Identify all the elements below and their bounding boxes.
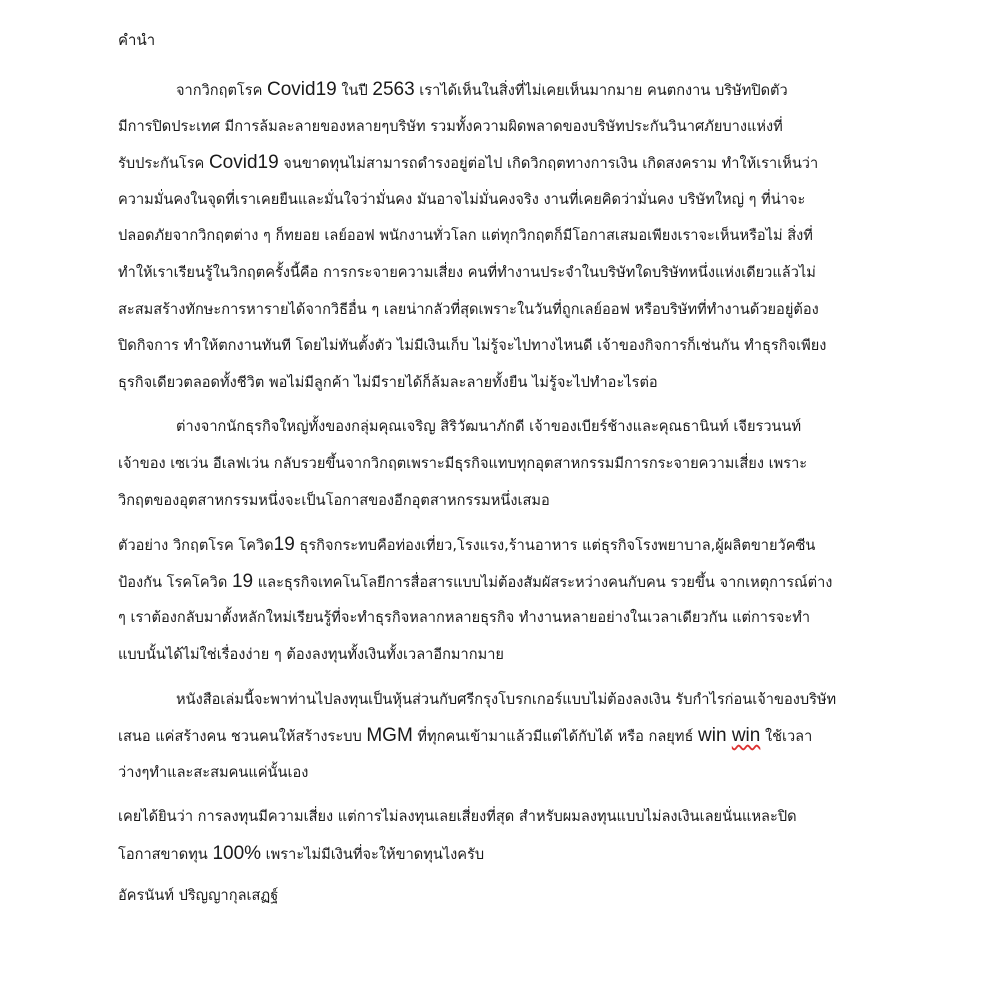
text-run: ตัวอย่าง วิกฤตโรค โควิด [118, 537, 274, 555]
paragraph-spacer [118, 791, 888, 799]
latin-text-run: win [698, 725, 732, 747]
latin-text-run: 100% [212, 842, 262, 864]
text-line [118, 682, 888, 719]
text-run: ต่างจากนักธุรกิจใหญ่ทั้งของกลุ่มคุณเจริญ สิริวัฒนาภักดี เจ้าของเบียร์ช้างและคุณธานินท์ เจียรวนนท์ [176, 418, 802, 436]
text-line [118, 799, 888, 836]
text-run: ปลอดภัยจากวิกฤตต่าง ๆ ก็ทยอย เลย์ออฟ พนักงานทั่วโลก แต่ทุกวิกฤตก็มีโอกาสเสมอเพียงเราจะเห็นหรือไม่ สิ่งที่ [118, 227, 813, 245]
text-run: เจ้าของ เซเว่น อีเลฟเว่น กลับรวยขึ้นจากวิกฤตเพราะมีธุรกิจแทบทุกอุตสาหกรรมมีการกระจายความเสี่ยง เพราะ [118, 454, 808, 472]
paragraph-spacer [118, 519, 888, 527]
text-run: มีการปิดประเทศ มีการล้มละลายของหลายๆบริษัท รวมทั้งความผิดพลาดของบริษัทประกันวินาศภัยบางแห่งที่ [118, 117, 783, 135]
latin-text-run: Covid19 [267, 79, 337, 100]
latin-text-run: win [731, 725, 761, 747]
text-run: ความมั่นคงในจุดที่เราเคยยืนและมั่นใจว่ามั่นคง มันอาจไม่มั่นคงจริง งานที่เคยคิดว่ามั่นคง บริษัทใหญ่ ๆ ที่น่าจะ [118, 190, 806, 208]
text-line [118, 755, 888, 792]
latin-text-run: MGM [366, 725, 413, 747]
text-run: ใช้เวลา [760, 728, 813, 746]
text-run: โอกาสขาดทุน [118, 845, 213, 863]
paragraph-spacer [118, 401, 888, 409]
text-run: เพราะไม่มีเงินที่จะให้ขาดทุนไงครับ [261, 845, 485, 863]
text-line [118, 255, 888, 292]
text-line [118, 409, 888, 446]
text-run: ธุรกิจเดียวตลอดทั้งชีวิต พอไม่มีลูกค้า ไม่มีรายได้ก็ล้มละลายทั้งยืน ไม่รู้จะไปทำอะไรต่อ [118, 373, 658, 391]
text-run: ธุรกิจกระทบคือท่องเที่ยว,โรงแรง,ร้านอาหาร แต่ธุรกิจโรงพยาบาล,ผู้ผลิตขายวัคซีน [294, 537, 816, 555]
paragraph [118, 72, 888, 401]
text-run: ในปี [336, 82, 373, 99]
text-run: และธุรกิจเทคโนโลยีการสื่อสารแบบไม่ต้องสัมผัสระหว่างคนกับคน รวยขึ้น จากเหตุการณ์ต่าง [253, 573, 833, 591]
text-line [118, 637, 888, 674]
document-body [118, 72, 888, 872]
text-line [118, 483, 888, 520]
latin-text-run: 19 [273, 534, 295, 556]
text-run: ว่างๆทำและสะสมคนแค่นั้นเอง [118, 763, 309, 781]
text-run: ป้องกัน โรคโควิด [118, 573, 232, 591]
text-run: จากวิกฤตโรค [176, 82, 268, 99]
text-line [118, 145, 888, 182]
text-run: เคยได้ยินว่า การลงทุนมีความเสี่ยง แต่การไม่ลงทุนเลยเสี่ยงที่สุด สำหรับผมลงทุนแบบไม่ลงเงินเลยนั่นแหละปิด [118, 808, 797, 826]
document-page [118, 30, 888, 914]
paragraph-spacer [118, 674, 888, 682]
text-line [118, 527, 888, 564]
text-line [118, 72, 888, 109]
text-run: สะสมสร้างทักษะการหารายได้จากวิธีอื่น ๆ เลยน่ากลัวที่สุดเพราะในวันที่ถูกเลย์ออฟ หรือบริษัทที่ทำงานด้วยอยู่ต้อง [118, 300, 819, 318]
text-line [118, 836, 888, 873]
text-run: ทำให้เราเรียนรู้ในวิกฤตครั้งนี้คือ การกระจายความเสี่ยง คนที่ทำงานประจำในบริษัทใดบริษัทหนึ่งแห่งเดียวแล้วไม่ [118, 263, 816, 281]
text-run: เสนอ แค่สร้างคน ชวนคนให้สร้างระบบ [118, 728, 367, 746]
paragraph [118, 799, 888, 872]
latin-text-run: 2563 [372, 79, 415, 100]
text-line [118, 292, 888, 329]
text-line [118, 600, 888, 637]
latin-text-run: 19 [231, 570, 254, 592]
latin-text-run: Covid19 [208, 152, 279, 174]
text-run: เราได้เห็นในสิ่งที่ไม่เคยเห็นมากมาย คนตกงาน บริษัทปิดตัว [414, 82, 788, 99]
author-signature: อัครนันท์ ปริญญากุลเสฏฐ์ [118, 887, 279, 905]
text-run: ปิดกิจการ ทำให้ตกงานทันที โดยไม่ทันตั้งตัว ไม่มีเงินเก็บ ไม่รู้จะไปทางไหนดี เจ้าของกิจการก็เช่นกัน ทำธุรกิจเพียง [118, 337, 827, 355]
paragraph [118, 409, 888, 519]
text-run: วิกฤตของอุตสาหกรรมหนึ่งจะเป็นโอกาสของอีกอุตสาหกรรมหนึ่งเสมอ [118, 491, 550, 509]
text-run: ๆ เราต้องกลับมาตั้งหลักใหม่เรียนรู้ที่จะทำธุรกิจหลากหลายธุรกิจ ทำงานหลายอย่างในเวลาเดียวกัน แต่การจะทำ [118, 609, 811, 627]
text-line [118, 182, 888, 219]
text-line [118, 446, 888, 483]
text-run: แบบนั้นได้ไม่ใช่เรื่องง่าย ๆ ต้องลงทุนทั้งเงินทั้งเวลาอีกมากมาย [118, 645, 504, 663]
text-line [118, 109, 888, 146]
text-line [118, 365, 888, 402]
paragraph [118, 527, 888, 673]
text-line [118, 218, 888, 255]
paragraph [118, 682, 888, 792]
text-line [118, 564, 888, 601]
text-run: ที่ทุกคนเข้ามาแล้วมีแต่ได้กับได้ หรือ กลยุทธ์ [412, 728, 699, 746]
text-line [118, 718, 888, 755]
document-heading: คำนำ [118, 31, 156, 49]
text-run: หนังสือเล่มนี้จะพาท่านไปลงทุนเป็นหุ้นส่วนกับศรีกรุงโบรกเกอร์แบบไม่ต้องลงเงิน รับกำไรก่อนเจ้าของบริษัท [176, 690, 837, 708]
text-line [118, 328, 888, 365]
text-run: จนขาดทุนไม่สามารถดำรงอยู่ต่อไป เกิดวิกฤตทางการเงิน เกิดสงคราม ทำให้เราเห็นว่า [278, 155, 819, 173]
text-run: รับประกันโรค [118, 155, 209, 173]
